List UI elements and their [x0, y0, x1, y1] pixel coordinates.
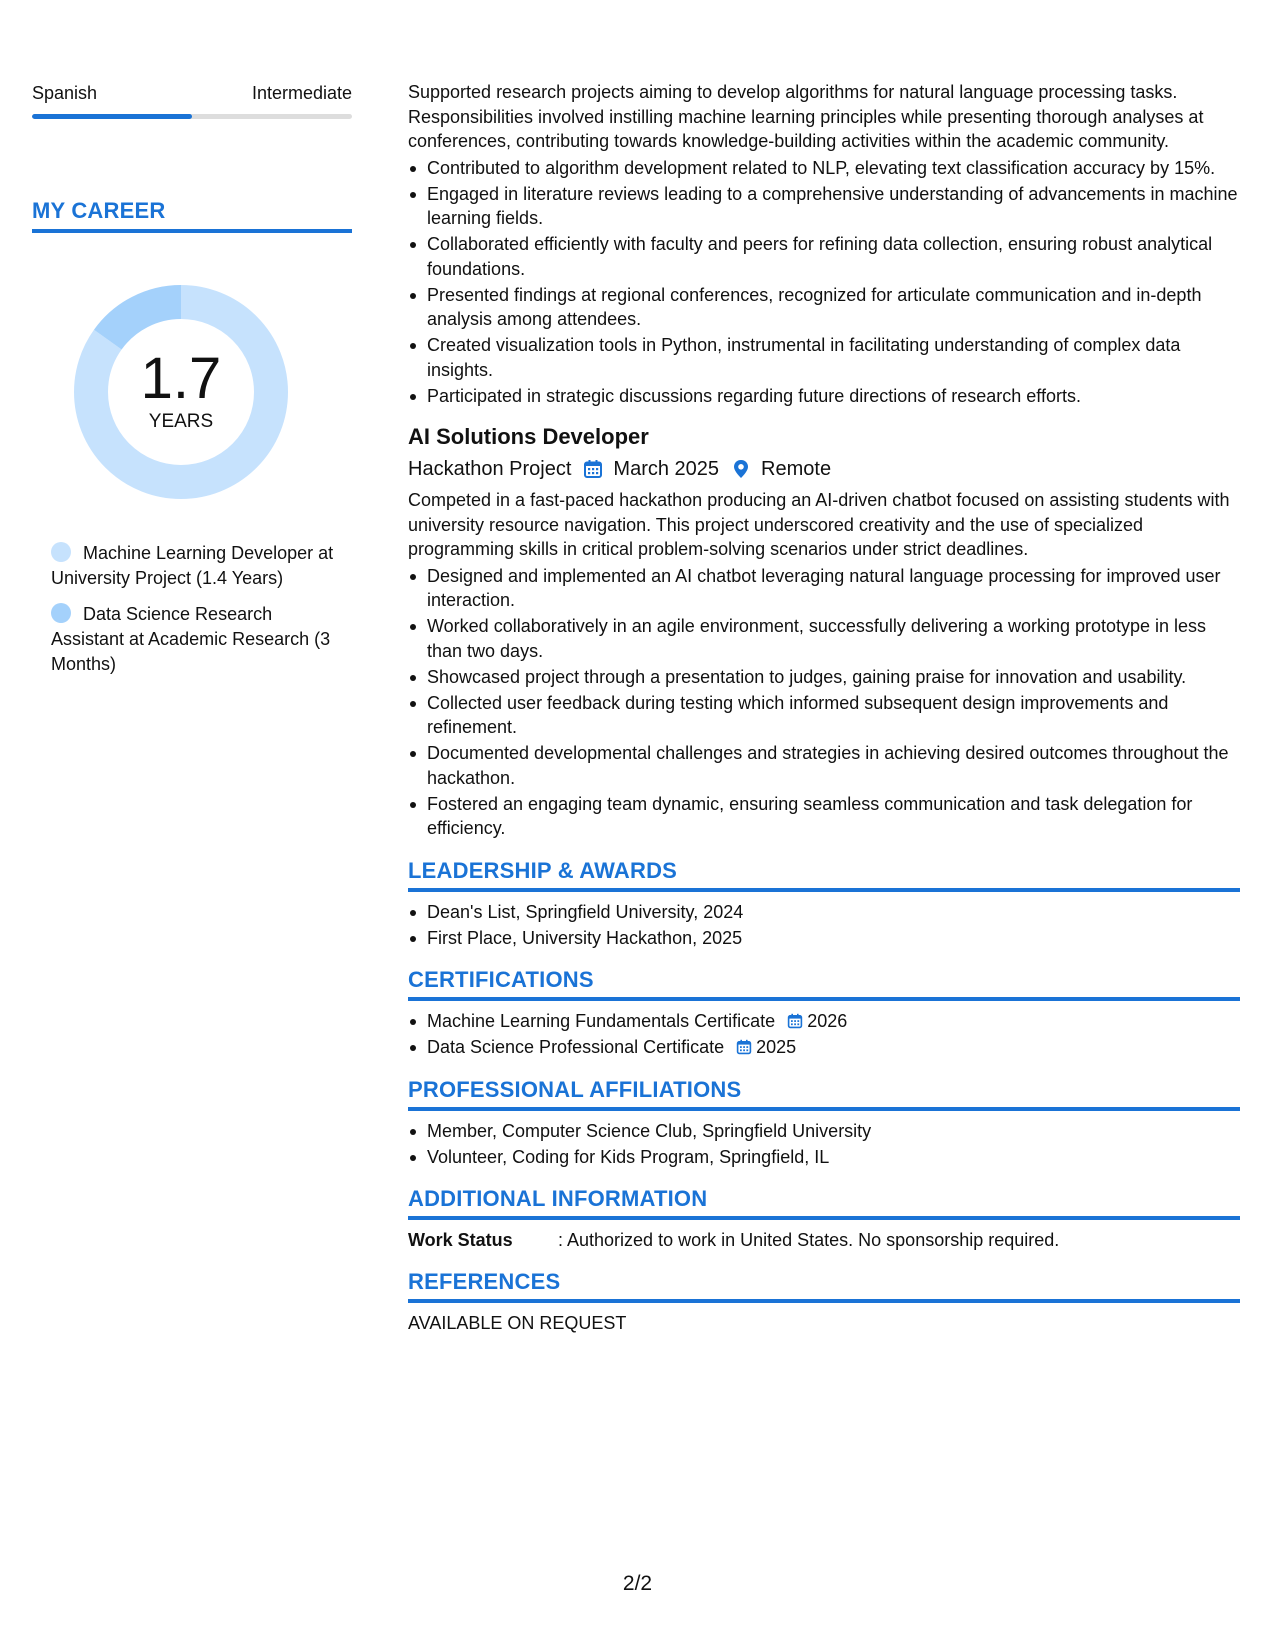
- list-item: Presented findings at regional conferences, recognized for articulate communication and in-depth analysis among attendees.: [408, 283, 1240, 332]
- list-item: Created visualization tools in Python, instrumental in facilitating understanding of complex data insights.: [408, 333, 1240, 382]
- legend-label: Machine Learning Developer at University Project (1.4 Years): [51, 543, 334, 588]
- certifications-list: [408, 1009, 1240, 1060]
- cert-year: 2026: [807, 1011, 848, 1031]
- career-unit: YEARS: [148, 411, 214, 432]
- cert-year: 2025: [756, 1037, 797, 1057]
- language-proficiency-fill: [32, 114, 192, 119]
- references-title: REFERENCES: [408, 1269, 561, 1294]
- list-item: Dean's List, Springfield University, 2024: [408, 900, 1240, 925]
- language-row: [32, 80, 352, 106]
- job-company: Hackathon Project: [408, 458, 572, 480]
- affiliations-divider: [408, 1107, 1240, 1111]
- location-pin-icon: [731, 459, 751, 479]
- additional-info-divider: [408, 1216, 1240, 1220]
- cert-name: Data Science Professional Certificate: [427, 1037, 725, 1057]
- legend-item: [51, 602, 341, 677]
- legend-item: [51, 541, 341, 591]
- work-status-row: [408, 1228, 1240, 1252]
- legend-dot: [51, 603, 71, 623]
- research-bullets: [408, 156, 1240, 409]
- calendar-icon: [787, 1011, 803, 1027]
- references-text: AVAILABLE ON REQUEST: [408, 1313, 627, 1333]
- list-item: Engaged in literature reviews leading to a comprehensive understanding of advancements in machine learning fields.: [408, 182, 1240, 231]
- list-item: Fostered an engaging team dynamic, ensuring seamless communication and task delegation for efficiency.: [408, 792, 1240, 841]
- job-meta: [408, 454, 1240, 484]
- list-item: Participated in strategic discussions regarding future directions of research efforts.: [408, 384, 1240, 409]
- affiliations-title: PROFESSIONAL AFFILIATIONS: [408, 1076, 742, 1102]
- list-item: Volunteer, Coding for Kids Program, Springfield, IL: [408, 1145, 1240, 1170]
- list-item: [408, 1009, 1240, 1034]
- work-status-label: Work Status: [408, 1230, 513, 1250]
- references-divider: [408, 1299, 1240, 1303]
- list-item: [408, 1035, 1240, 1060]
- career-title: MY CAREER: [32, 198, 166, 223]
- legend-dot: [51, 542, 71, 562]
- career-divider: [32, 229, 352, 233]
- affiliations-list: [408, 1119, 1240, 1170]
- list-item: Worked collaboratively in an agile environment, successfully delivering a working prototype in less than two days.: [408, 614, 1240, 663]
- legend-label: Data Science Research Assistant at Academic Research (3 Months): [51, 604, 331, 674]
- sidebar: [32, 80, 352, 688]
- language-level: Intermediate: [251, 83, 352, 103]
- job-location: Remote: [761, 458, 832, 480]
- list-item: First Place, University Hackathon, 2025: [408, 926, 1240, 951]
- job-bullets: [408, 564, 1240, 841]
- research-description: Supported research projects aiming to develop algorithms for natural language processing tasks. Responsibilities involved instilling machine learning principles while presenting thorough analyses at conferences, contributing towards knowledge-building activities within the academic community.: [408, 82, 1204, 151]
- job-description: Competed in a fast-paced hackathon producing an AI-driven chatbot focused on assisting students with university resource navigation. This project underscored creativity and the use of specialized programming skills in critical problem-solving scenarios under strict deadlines.: [408, 490, 1230, 559]
- leadership-divider: [408, 888, 1240, 892]
- list-item: Collaborated efficiently with faculty and peers for refining data collection, ensuring robust analytical foundations.: [408, 232, 1240, 281]
- list-item: Documented developmental challenges and strategies in achieving desired outcomes throughout the hackathon.: [408, 741, 1240, 790]
- list-item: Collected user feedback during testing which informed subsequent design improvements and refinement.: [408, 691, 1240, 740]
- list-item: Designed and implemented an AI chatbot leveraging natural language processing for improved user interaction.: [408, 564, 1240, 613]
- calendar-icon: [736, 1037, 752, 1053]
- language-name: Spanish: [32, 83, 98, 103]
- main-content: [408, 80, 1240, 1336]
- leadership-list: [408, 900, 1240, 951]
- page-number: 2/2: [622, 1572, 653, 1595]
- job-date: March 2025: [613, 458, 720, 480]
- career-total: 1.7: [140, 346, 222, 411]
- list-item: Member, Computer Science Club, Springfield University: [408, 1119, 1240, 1144]
- list-item: Contributed to algorithm development related to NLP, elevating text classification accuracy by 15%.: [408, 156, 1240, 181]
- work-status-value: : Authorized to work in United States. No sponsorship required.: [558, 1230, 1060, 1250]
- career-donut-chart: [66, 277, 296, 507]
- certifications-title: CERTIFICATIONS: [408, 967, 594, 992]
- list-item: Showcased project through a presentation to judges, gaining praise for innovation and usability.: [408, 665, 1240, 690]
- language-proficiency-bar: [32, 114, 352, 119]
- job-title: AI Solutions Developer: [408, 424, 649, 449]
- career-legend: [51, 541, 341, 677]
- cert-name: Machine Learning Fundamentals Certificate: [427, 1011, 776, 1031]
- calendar-icon: [583, 459, 603, 479]
- certifications-divider: [408, 997, 1240, 1001]
- additional-info-title: ADDITIONAL INFORMATION: [408, 1186, 708, 1211]
- leadership-title: LEADERSHIP & AWARDS: [408, 857, 678, 883]
